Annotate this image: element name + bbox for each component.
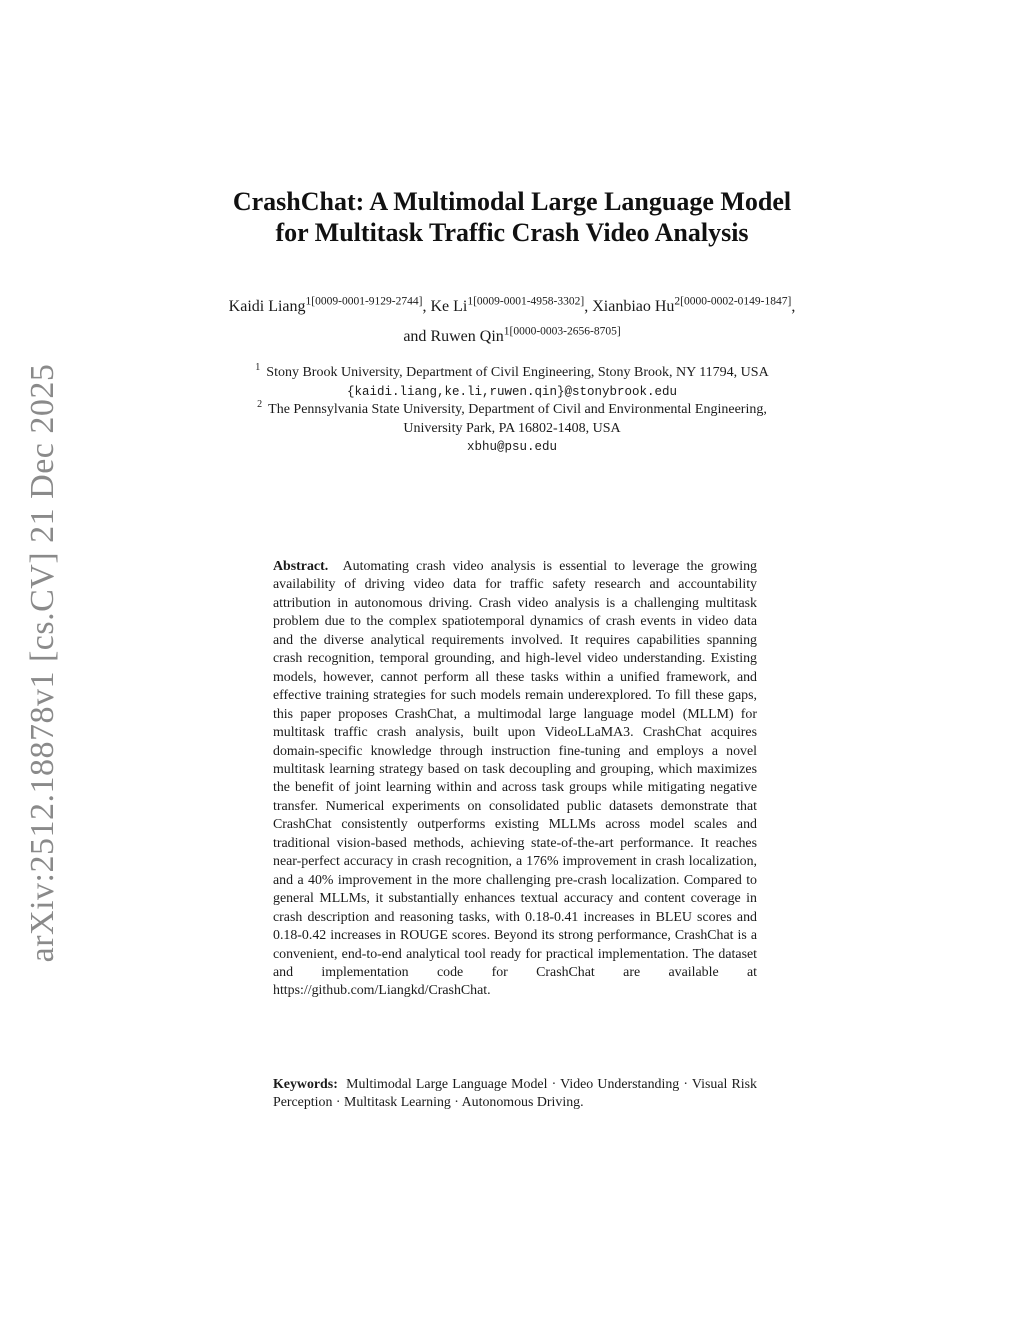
author: Ruwen Qin$^{1[0000-0003-2656-8705]}$: [430, 325, 621, 345]
abstract-text: Automating crash video analysis is essential to leverage the growing availability of driving video data for traffic safety research and accountability attribution in autonomous driving. Crash video analysis is a challenging multitask problem due to the complex spatiotemporal dynamics of crash events in video data and the diverse analytical requirements involved. It requires capabilities spanning crash recognition, temporal grounding, and high-level video understanding. Existing models, however, cannot perform all these tasks within a unified framework, and effective training strategies for such models remain underexplored. To fill these gaps, this paper proposes CrashChat, a multimodal large language model (MLLM) for multitask traffic crash analysis, built upon VideoLLaMA3. CrashChat acquires domain-specific knowledge through instruction fine-tuning and employs a novel multitask learning strategy based on task decoupling and grouping, which maximizes the benefit of joint learning within and across task groups while mitigating negative transfer. Numerical experiments on consolidated public datasets demonstrate that CrashChat consistently outperforms existing MLLMs across model scales and traditional vision-based methods, achieving state-of-the-art performance. It reaches near-perfect accuracy in crash recognition, a 176% improvement in crash localization, and a 40% improvement in the more challenging pre-crash localization. Compared to general MLLMs, it substantially enhances textual accuracy and content coverage in crash description and reasoning tasks, with 0.18-0.41 increases in BLEU scores and 0.18-0.42 increases in ROUGE scores. Beyond its strong performance, CrashChat is a convenient, end-to-end analytical tool ready for practical implementation. The dataset and implementation code for CrashChat are available at https://github.com/Liangkd/CrashChat.: [273, 559, 757, 999]
title-line-1: CrashChat: A Multimodal Large Language Model: [232, 187, 792, 216]
affiliation-1: $^1$ Stony Brook University, Department of Civil Engineering, Stony Brook, NY 11794, USA: [255, 362, 769, 380]
abstract-label: Abstract.: [273, 559, 329, 574]
keywords: [273, 1076, 757, 1113]
title-line-2: for Multitask Traffic Crash Video Analysis: [275, 218, 749, 247]
author: Xianbiao $Hu^{2[0000-0002-0149-1847]}$: [592, 295, 792, 315]
arxiv-identifier-stamp: arXiv:2512.18878v1 [cs.CV] 21 Dec 2025: [24, 363, 61, 963]
keywords-text: Multimodal Large Language Model · Video Understanding · Visual Risk Perception · Multitask Learning · Autonomous Driving.: [273, 1077, 757, 1111]
paper-title: [0, 186, 1024, 248]
keywords-label: Keywords:: [273, 1077, 338, 1092]
affiliation-2: $^2$ The Pennsylvania State University, Department of Civil and Environmental Engineering, University Park, PA 16802-1408, USA: [257, 399, 767, 436]
author: Ke $Li^{1[0009-0001-4958-3302]}$: [430, 295, 585, 315]
affiliation-1-email: {kaidi.liang,ke.li,ruwen.qin}@stonybrook.edu: [346, 384, 678, 399]
abstract: [273, 558, 757, 1001]
author: Kaidi Liang$^{1[0009-0001-9129-2744]}$: [228, 295, 423, 315]
affiliations: [220, 364, 804, 457]
affiliation-2-email: xbhu@psu.edu: [466, 440, 557, 454]
author-list: Kaidi Liang$^{1[0009-0001-9129-2744]}$, Ke $Li^{1[0009-0001-4958-3302]}$, Xianbiao $Hu^{2[0000-0002-0149-1847]}$, and Ruwen Qin$^{1[0000-0003-2656-8705]}$: [228, 295, 796, 345]
